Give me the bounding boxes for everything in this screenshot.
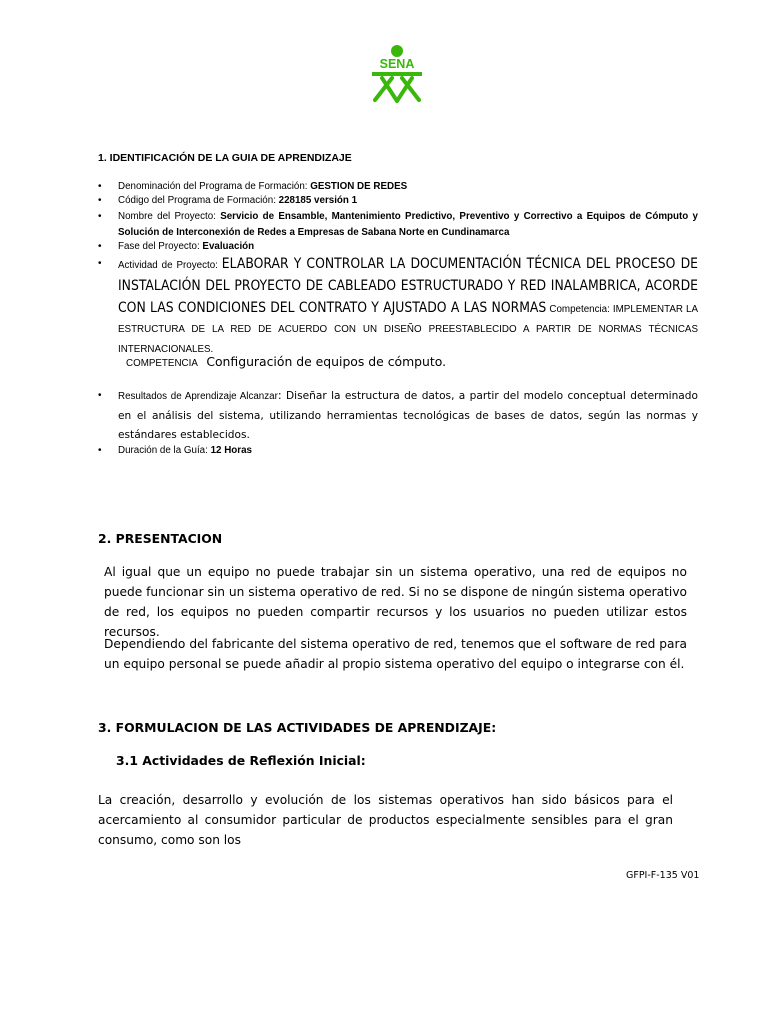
section1-heading: 1. IDENTIFICACIÓN DE LA GUIA DE APRENDIZAJE <box>98 152 352 164</box>
list-item-project-activity: • Actividad de Proyecto: ELABORAR Y CONTROLAR LA DOCUMENTACIÓN TÉCNICA DEL PROCESO DE INSTALACIÓN DEL PROYECTO DE CABLEADO ESTRUCTURADO Y RED INALAMBRICA, ACORDE CON LAS CONDICIONES DEL CONTRATO Y AJUSTADO A LAS NORMAS Competencia: IMPLEMENTAR LA ESTRUCTURA DE LA RED DE ACUERDO CON UN DISEÑO PREESTABLECIDO A PARTIR DE NORMAS TÉCNICAS INTERNACIONALES. <box>118 254 698 360</box>
section3-heading: 3. FORMULACION DE LAS ACTIVIDADES DE APRENDIZAJE: <box>98 720 497 735</box>
list-item-program-code: • Código del Programa de Formación: 228185 versión 1 <box>118 193 698 208</box>
list-item-project-phase: • Fase del Proyecto: Evaluación <box>118 239 698 254</box>
competencia-line: COMPETENCIA Configuración de equipos de cómputo. <box>126 354 447 369</box>
section3-paragraph-1: La creación, desarrollo y evolución de los sistemas operativos han sido básicos para el acercamiento al consumidor particular de productos especialmente sensibles para el gran consumo, como son los <box>98 793 673 847</box>
section2-paragraph-1: Al igual que un equipo no puede trabajar sin un sistema operativo, una red de equipos no puede funcionar sin un sistema operativo de red. Si no se dispone de ningún sistema operativo de red, los equipos no pueden compartir recursos y los usuarios no pueden utilizar estos recursos. <box>104 565 687 639</box>
list-item-project-name: • Nombre del Proyecto: Servicio de Ensamble, Mantenimiento Predictivo, Preventivo y Correctivo a Equipos de Cómputo y Solución de Interconexión de Redes a Empresas de Sabana Norte en Cundinamarca <box>118 209 698 241</box>
sena-logo <box>366 44 428 106</box>
section2-heading: 2. PRESENTACION <box>98 531 223 546</box>
section2-paragraph-2: Dependiendo del fabricante del sistema operativo de red, tenemos que el software de red para un equipo personal se puede añadir al propio sistema operativo del equipo o integrarse con él. <box>104 637 687 671</box>
list-item-learning-results: • Resultados de Aprendizaje Alcanzar: Diseñar la estructura de datos, a partir del modelo conceptual determinado en el análisis del sistema, utilizando herramientas tecnológicas de bases de datos, según las normas y estándares establecidos. <box>118 387 698 446</box>
svg-text:SENA: SENA <box>379 57 415 71</box>
footer-code: GFPI-F-135 V01 <box>626 870 700 881</box>
section3-subheading: 3.1 Actividades de Reflexión Inicial: <box>116 753 366 768</box>
list-item-program-name: • Denominación del Programa de Formación: GESTION DE REDES <box>118 179 698 194</box>
list-item-duration: • Duración de la Guía: 12 Horas <box>118 443 698 458</box>
